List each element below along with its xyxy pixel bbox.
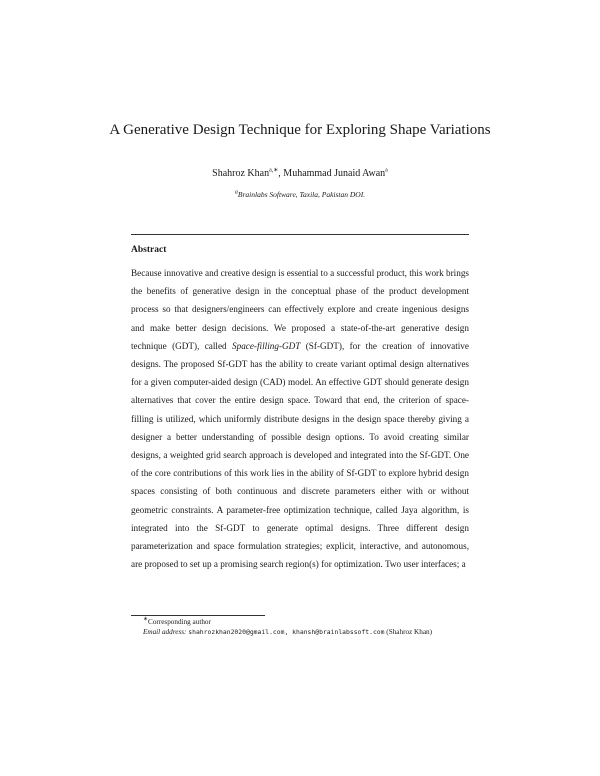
author-marks: a,∗: [269, 167, 279, 174]
email-label: Email address:: [143, 627, 187, 636]
author-name: Muhammad Junaid Awan: [283, 168, 386, 179]
abstract-top-rule: [131, 234, 469, 235]
abstract-text-part: Because innovative and creative design is essential to a successful product, this work brings the benefits of generative design in the conceptual phase of the product development process so that designers/engineers can effectively explore and create ingenious designs and make better design decisions. We proposed a state-of-the-art generative design technique (GDT), called: [131, 268, 469, 351]
footnotes: [131, 618, 469, 637]
footnote-rule: [131, 615, 265, 616]
affiliation-mark: a: [234, 189, 238, 196]
email-owner: (Shahroz Khan): [386, 627, 433, 636]
corresponding-author-note: [131, 618, 469, 628]
paper-title: A Generative Design Technique for Exploring Shape Variations: [109, 122, 491, 138]
abstract-body: [131, 264, 469, 573]
affiliation: [100, 190, 500, 199]
email-note: [131, 628, 469, 638]
author-separator: ,: [278, 168, 284, 179]
author-marks: a: [385, 167, 388, 174]
author-list: [100, 168, 500, 179]
method-name: Space-filling-GDT: [232, 340, 301, 351]
footnote-text: Corresponding author: [148, 618, 211, 626]
email-addresses[interactable]: shahrozkhan2020@gmail.com, khansh@brainlabssoft.com: [188, 627, 385, 636]
abstract-heading: Abstract: [131, 245, 167, 255]
footnote-mark: ∗: [143, 616, 149, 623]
affiliation-text: Brainlabs Software, Taxila, Pakistan DOI.: [237, 190, 366, 199]
author-name: Shahroz Khan: [212, 168, 270, 179]
abstract-text-part: (Sf-GDT), for the creation of innovative designs. The proposed Sf-GDT has the ability to create variant optimal design alternatives for a given computer-aided design (CAD) model. An effective GDT should generate design alternatives that cover the entire design space. Toward that end, the criterion of space-filling is utilized, which uniformly distribute designs in the design space thereby giving a designer a better understanding of possible design options. To avoid creating similar designs, a weighted grid search approach is developed and integrated into the Sf-GDT. One of the core contributions of this work lies in the ability of Sf-GDT to explore hybrid design spaces consisting of both continuous and discrete parameters either with or without geometric constraints. A parameter-free optimization technique, called Jaya algorithm, is integrated into the Sf-GDT to generate optimal designs. Three different design parameterization and space formulation strategies; explicit, interactive, and autonomous, are proposed to set up a promising search region(s) for optimization. Two user interfaces; a: [131, 340, 469, 570]
